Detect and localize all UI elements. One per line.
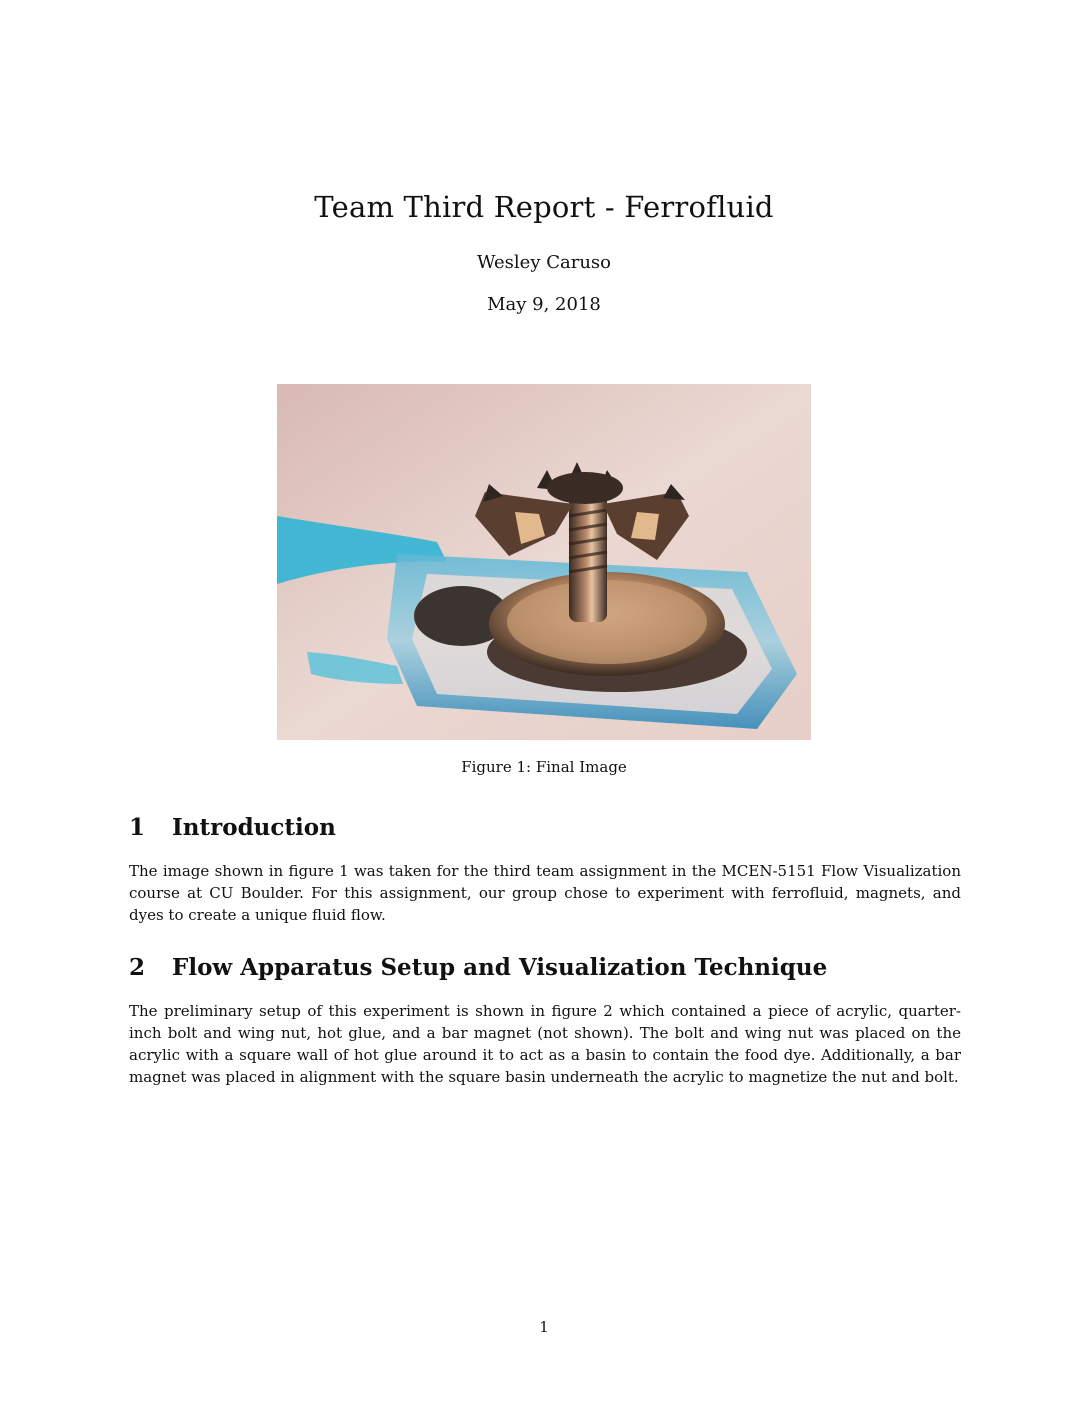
paper-date: May 9, 2018 (487, 294, 601, 315)
section-1-heading (129, 814, 336, 841)
section-2-heading (129, 954, 827, 981)
section-1-number: 1 (129, 814, 146, 841)
paper-title: Team Third Report - Ferrofluid (314, 190, 774, 224)
section-2-paragraph: The preliminary setup of this experiment is shown in figure 2 which contained a piece of acrylic, quarter-inch bolt and wing nut, hot glue, and a bar magnet (not shown). The bolt and wing nut was placed on the acrylic with a square wall of hot glue around it to act as a basin to contain the food dye. Additionally, a bar magnet was placed in alignment with the square basin underneath the acrylic to magnetize the nut and bolt. (129, 1002, 961, 1086)
section-2-title: Flow Apparatus Setup and Visualization Technique (172, 954, 828, 981)
page-number: 1 (539, 1318, 549, 1336)
section-1-title: Introduction (172, 814, 336, 841)
section-2-number: 2 (129, 954, 146, 981)
author-name: Wesley Caruso (477, 252, 611, 273)
figure-1-caption: Figure 1: Final Image (461, 758, 627, 776)
section-1-paragraph: The image shown in figure 1 was taken for the third team assignment in the MCEN-5151 Flow Visualization course at CU Boulder. For this assignment, our group chose to experiment with ferrofluid, magnets, and dyes to create a unique fluid flow. (129, 862, 961, 924)
figure-1-photo (277, 384, 811, 740)
